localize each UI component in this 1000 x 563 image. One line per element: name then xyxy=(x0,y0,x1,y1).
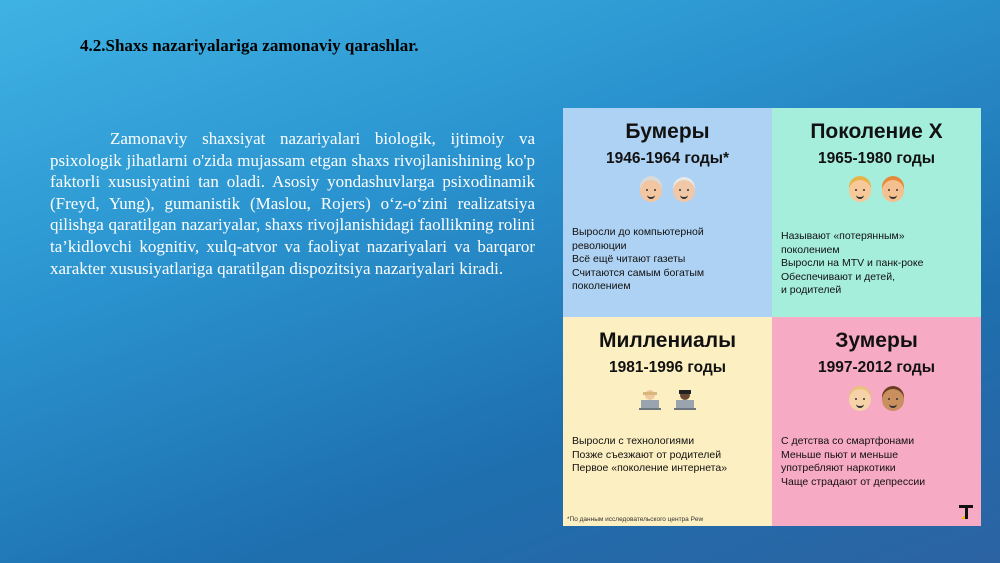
man-icon xyxy=(882,180,904,202)
boomers-years: 1946-1964 годы* xyxy=(605,150,730,167)
fact: Называют «потерянным» xyxy=(781,230,905,242)
fact: Считаются самым богатым xyxy=(572,266,705,279)
generations-infographic xyxy=(563,108,981,526)
technologist-icon xyxy=(638,389,662,411)
older-woman-icon xyxy=(640,180,662,202)
genx-panel xyxy=(772,108,981,317)
genx-emoji xyxy=(772,180,981,209)
fact: Чаще страдают от депрессии xyxy=(781,475,926,488)
fact: Обеспечивают и детей, xyxy=(781,270,896,283)
millennials-emoji xyxy=(563,389,772,418)
brand-logo-icon xyxy=(958,504,974,520)
fact: Выросли до компьютерной xyxy=(572,226,704,238)
fact: поколением xyxy=(781,243,840,256)
zoomers-emoji xyxy=(772,389,981,418)
fact: поколением xyxy=(572,280,631,292)
zoomers-facts xyxy=(781,435,975,489)
fact: и родителей xyxy=(781,284,842,296)
fact: Выросли на MTV и панк-роке xyxy=(781,257,924,269)
slide-title: 4.2.Shaxs nazariyalariga zamonaviy qarashlar. xyxy=(80,36,419,55)
zoomers-years: 1997-2012 годы xyxy=(817,359,936,376)
millennials-title: Миллениалы xyxy=(598,329,737,352)
genx-years: 1965-1980 годы xyxy=(817,150,936,167)
boomers-panel xyxy=(563,108,772,317)
fact: С детства со смартфонами xyxy=(781,435,915,447)
boomers-emoji xyxy=(563,180,772,209)
source-footnote: *По данным исследовательского центра Pew xyxy=(567,516,704,523)
fact: употребляют наркотики xyxy=(781,462,896,474)
genx-facts xyxy=(781,230,975,298)
body-paragraph: Zamonaviy shaxsiyat nazariyalari biologik, ijtimoiy va psixologik jihatlarni o'zida mujassam etgan shaxs rivojlanishining ko'p faktorli xususiyatini tan oladi. Asosiy yondashuvlarga psixodinamik (Freyd, Yung), gumanistik (Maslou, Rojers) o‘z-o‘zini realizatsiya qilishga qaratilgan nazariyalar, shaxs rivojlanishidagi faollikning rolini ta’kidlovchi kognitiv, xulq-atvor va faoliyat nazariyalari va barqaror xarakter xususiyatlariga qaratilgan dispozitsiya nazariyalari kiradi. xyxy=(50,129,535,278)
millennials-years: 1981-1996 годы xyxy=(608,359,727,376)
technologist-icon xyxy=(673,389,697,411)
boomers-title: Бумеры xyxy=(625,120,710,143)
boomers-facts xyxy=(572,226,766,294)
older-man-icon xyxy=(673,180,695,202)
fact: Всё ещё читают газеты xyxy=(572,253,686,265)
zoomers-title: Зумеры xyxy=(835,329,918,352)
child-icon xyxy=(882,389,904,411)
fact: Позже съезжают от родителей xyxy=(572,448,722,461)
millennials-panel xyxy=(563,317,772,526)
child-icon xyxy=(849,389,871,411)
woman-icon xyxy=(849,180,871,202)
fact: Первое «поколение интернета» xyxy=(572,462,728,474)
fact: Выросли с технологиями xyxy=(572,435,695,447)
fact: Меньше пьют и меньше xyxy=(781,448,899,461)
zoomers-panel xyxy=(772,317,981,526)
millennials-facts xyxy=(572,435,766,476)
fact: революции xyxy=(572,239,627,252)
genx-title: Поколение Х xyxy=(810,120,943,143)
